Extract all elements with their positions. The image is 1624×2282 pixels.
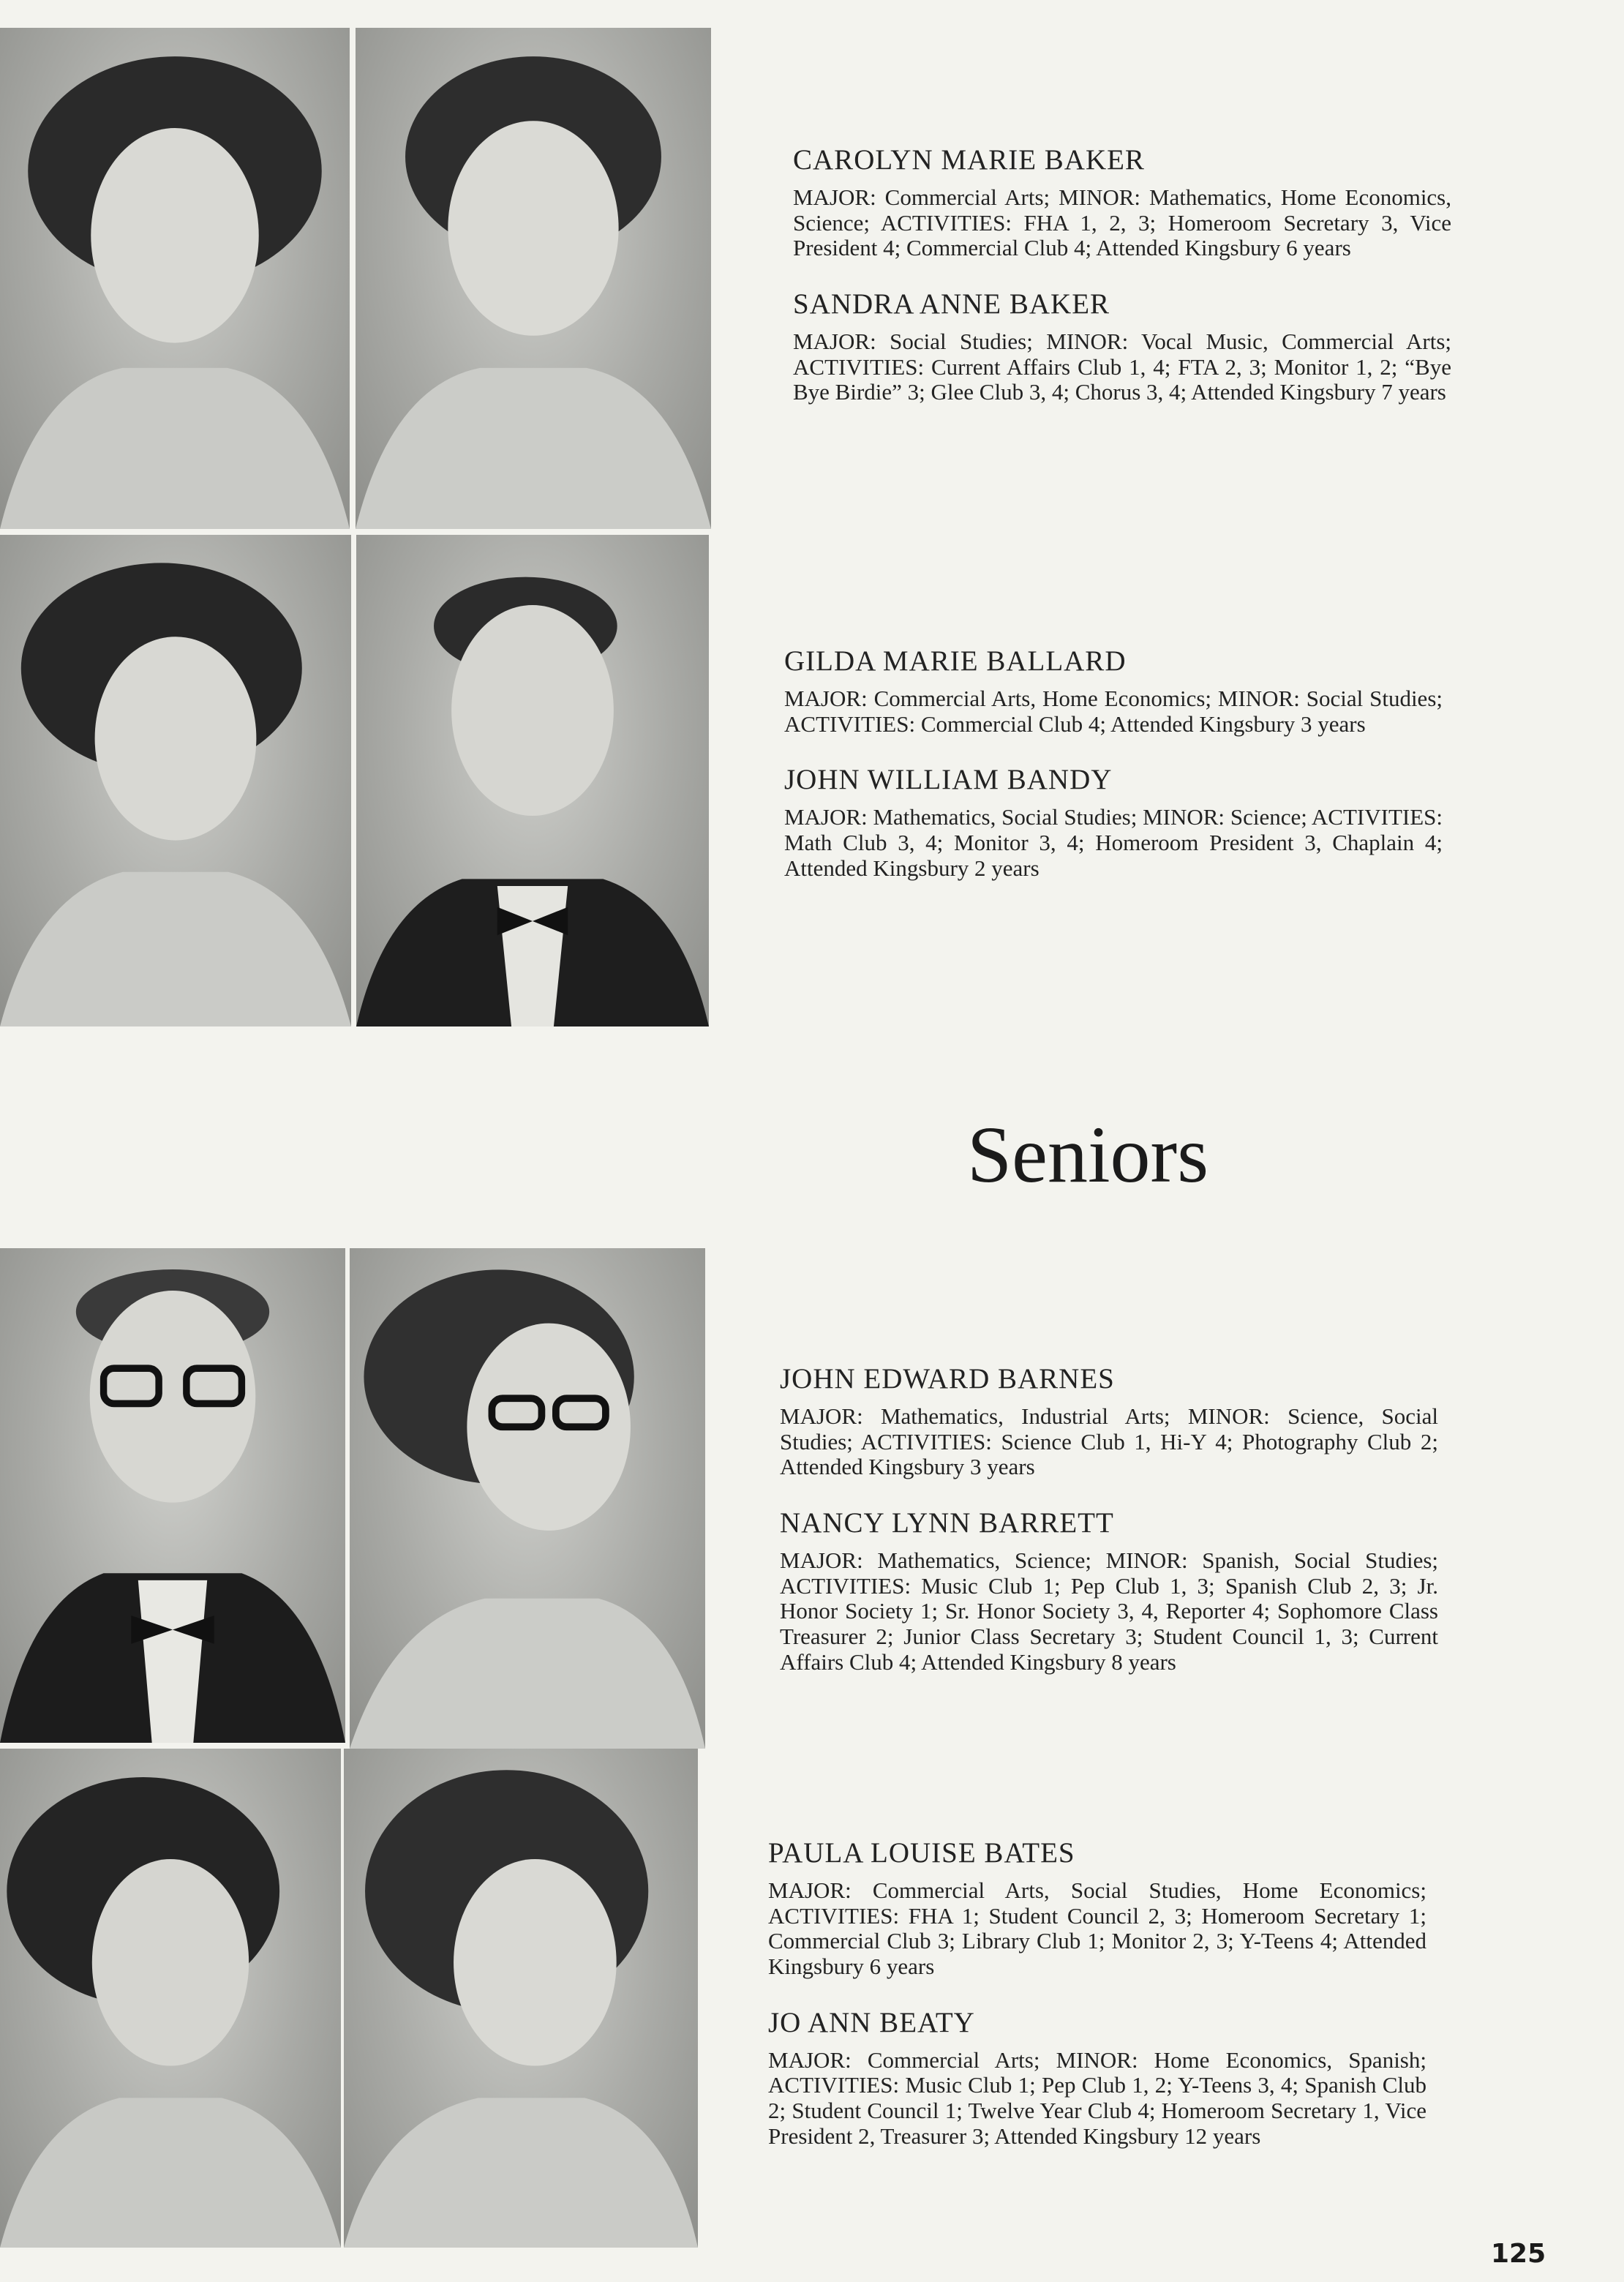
student-name: CAROLYN MARIE BAKER [793,144,1145,176]
bio-block-bottom [768,1838,1426,2177]
student-details: MAJOR: Mathematics, Industrial Arts; MINOR: Science, Social Studies; ACTIVITIES: Science Club 1, Hi-Y 4; Photography Club 2; Attended Kingsbury 3 years [780,1403,1438,1480]
portrait-john-bandy [356,535,709,1026]
student-name: JOHN WILLIAM BANDY [784,764,1113,796]
portrait-jo-ann-beaty [344,1749,698,2248]
student-details: MAJOR: Mathematics, Science; MINOR: Spanish, Social Studies; ACTIVITIES: Music Club 1; Pep Club 1, 3; Spanish Club 2, 3; Jr. Honor Society 1; Sr. Honor Society 3, 4, Reporter 4; Sophomore Class Treasurer 2; Junior Class Secretary 3; Student Council 1, 3; Current Affairs Club 4; Attended Kingsbury 8 years [780,1547,1438,1675]
page-heading: Seniors [967,1110,1208,1199]
page-number: 125 [1491,2239,1546,2269]
portrait-paula-bates [0,1749,341,2248]
portrait-sandra-baker [356,28,711,529]
student-name: NANCY LYNN BARRETT [780,1507,1114,1539]
student-name: JO ANN BEATY [768,2006,975,2038]
student-name: PAULA LOUISE BATES [768,1837,1075,1869]
bio-block-top [793,145,1451,433]
student-name: JOHN EDWARD BARNES [780,1363,1115,1395]
student-details: MAJOR: Mathematics, Social Studies; MINOR: Science; ACTIVITIES: Math Club 3, 4; Monitor 3, 4; Homeroom President 3, Chaplain 4; Attended Kingsbury 2 years [784,804,1443,881]
student-name: SANDRA ANNE BAKER [793,288,1110,320]
bio-block-second [784,646,1443,909]
student-details: MAJOR: Commercial Arts, Home Economics; MINOR: Social Studies; ACTIVITIES: Commercial Club 4; Attended Kingsbury 3 years [784,685,1443,737]
portrait-gilda-ballard [0,535,351,1026]
student-name: GILDA MARIE BALLARD [784,645,1127,677]
portrait-nancy-barrett [350,1248,705,1749]
student-details: MAJOR: Commercial Arts; MINOR: Mathematics, Home Economics, Science; ACTIVITIES: FHA 1, 2, 3; Homeroom Secretary 3, Vice President 4; Commercial Club 4; Attended Kingsbury 6 years [793,184,1451,261]
portrait-carolyn-baker [0,28,350,529]
student-details: MAJOR: Commercial Arts; MINOR: Home Economics, Spanish; ACTIVITIES: Music Club 1; Pep Club 1, 2; Y-Teens 3, 4; Spanish Club 2; Student Council 1; Twelve Year Club 4; Homeroom Secretary 1, Vice President 2, Treasurer 3; Attended Kingsbury 12 years [768,2046,1426,2149]
portrait-john-barnes [0,1248,345,1743]
student-details: MAJOR: Commercial Arts, Social Studies, Home Economics; ACTIVITIES: FHA 1; Student Council 2, 3; Homeroom Secretary 1; Commercial Club 3; Library Club 1; Monitor 2, 3; Y-Teens 4; Attended Kingsbury 6 years [768,1877,1426,1980]
bio-block-third [780,1364,1438,1703]
student-details: MAJOR: Social Studies; MINOR: Vocal Music, Commercial Arts; ACTIVITIES: Current Affairs Club 1, 4; FTA 2, 3; Monitor 1, 2; “Bye Bye Birdie” 3; Glee Club 3, 4; Chorus 3, 4; Attended Kingsbury 7 years [793,328,1451,405]
